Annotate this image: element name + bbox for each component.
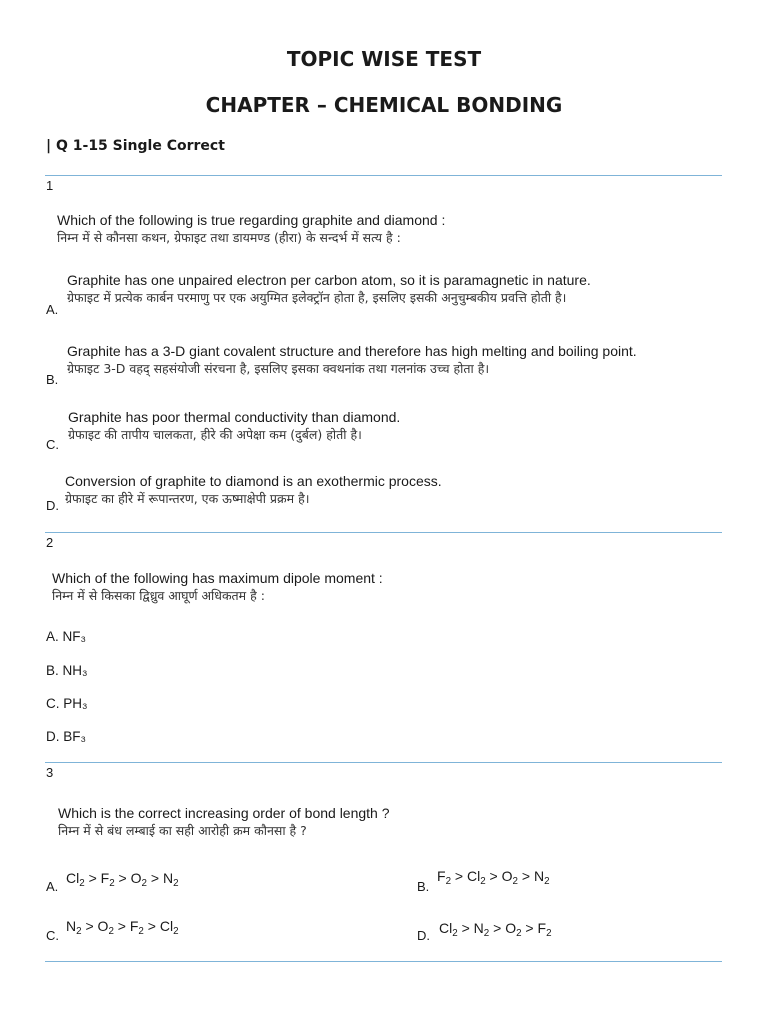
option-c[interactable] (68, 408, 400, 444)
option-d[interactable] (65, 472, 442, 508)
formula-subscript: 2 (76, 926, 82, 937)
formula-subscript: 2 (138, 926, 144, 937)
formula-term: $O_2$ (501, 868, 518, 887)
greater-than-sign: > (113, 918, 130, 934)
option-hindi: ग्रेफाइट का हीरे में रूपान्तरण, एक ऊष्माक्षेपी प्रक्रम है। (65, 491, 310, 506)
question-stem (58, 804, 390, 840)
option-letter: A. (46, 302, 59, 317)
formula-subscript: 2 (173, 878, 179, 889)
divider (45, 762, 722, 763)
option-hindi: ग्रेफाइट 3-D वहद् सहसंयोजी संरचना है, इसलिए इसका क्वथनांक तथा गलनांक उच्च होता है। (67, 361, 490, 376)
formula-subscript: 2 (108, 926, 114, 937)
greater-than-sign: > (143, 918, 160, 934)
option-letter: B. (417, 879, 430, 894)
greater-than-sign: > (146, 870, 163, 886)
option-hindi: ग्रेफाइट में प्रत्येक कार्बन परमाणु पर एक अयुग्मित इलेक्ट्रॉन होता है, इसलिए इसकी अनुचुम्बकीय प्रवत्ति होती है। (67, 290, 567, 305)
option-b[interactable] (437, 867, 550, 891)
formula-subscript: 2 (546, 928, 552, 939)
stem-hindi: निम्न में से किसका द्विध्रुव आघूर्ण अधिकतम है : (52, 588, 265, 603)
option-d[interactable]: D. BF₃ (46, 729, 86, 744)
option-a[interactable]: A. NF₃ (46, 629, 86, 644)
formula-term: $N_2$ (533, 868, 550, 887)
formula-term: $F_2$ (537, 920, 552, 939)
question-number: 1 (46, 178, 54, 193)
divider (45, 961, 722, 962)
stem-english: Which is the correct increasing order of bond length ? (58, 805, 390, 821)
greater-than-sign: > (451, 868, 467, 884)
question-stem (52, 569, 383, 605)
option-english: Graphite has one unpaired electron per carbon atom, so it is paramagnetic in nature. (67, 272, 591, 288)
chapter-title: CHAPTER – CHEMICAL BONDING (205, 93, 563, 117)
option-english: Graphite has a 3-D giant covalent structure and therefore has high melting and boiling point. (67, 343, 637, 359)
formula-term: $N_2$ (66, 918, 82, 937)
option-letter: A. (46, 879, 59, 894)
greater-than-sign: > (81, 918, 98, 934)
formula-subscript: 2 (452, 928, 458, 939)
formula-term: $O_2$ (505, 920, 522, 939)
stem-english: Which of the following is true regarding graphite and diamond : (57, 212, 446, 228)
greater-than-sign: > (517, 868, 534, 884)
option-b[interactable]: B. NH₃ (46, 663, 88, 678)
formula-term: $N_2$ (473, 920, 490, 939)
option-a[interactable] (66, 869, 179, 893)
formula-subscript: 2 (445, 876, 452, 887)
test-title: TOPIC WISE TEST (286, 47, 482, 71)
formula-term: $N_2$ (162, 870, 179, 889)
formula-term: $O_2$ (130, 870, 147, 889)
formula-subscript: 2 (141, 878, 147, 889)
section-label: | Q 1-15 Single Correct (46, 138, 225, 154)
divider (45, 532, 722, 533)
formula-subscript: 2 (79, 878, 85, 889)
option-letter: D. (46, 498, 59, 513)
option-letter: C. (46, 928, 59, 943)
formula-subscript: 2 (173, 926, 179, 937)
divider (45, 175, 722, 176)
question-number: 3 (46, 765, 54, 780)
stem-english: Which of the following has maximum dipole moment : (52, 570, 383, 586)
option-english: Conversion of graphite to diamond is an exothermic process. (65, 473, 442, 489)
formula-term: $Cl_2$ (66, 870, 85, 889)
option-hindi: ग्रेफाइट की तापीय चालकता, हीरे की अपेक्षा कम (दुर्बल) होती है। (68, 427, 362, 442)
option-d[interactable] (439, 919, 552, 943)
greater-than-sign: > (489, 920, 506, 936)
stem-hindi: निम्न में से कौनसा कथन, ग्रेफाइट तथा डायमण्ड (हीरा) के सन्दर्भ में सत्य है : (57, 230, 401, 245)
option-c[interactable]: C. PH₃ (46, 696, 88, 711)
question-stem (57, 211, 445, 247)
greater-than-sign: > (485, 868, 502, 884)
option-letter: D. (417, 928, 430, 943)
greater-than-sign: > (114, 870, 131, 886)
option-letter: B. (46, 372, 59, 387)
option-letter: C. (46, 437, 59, 452)
option-c[interactable] (66, 917, 179, 941)
option-b[interactable] (67, 342, 637, 378)
option-a[interactable] (67, 271, 591, 307)
greater-than-sign: > (457, 920, 474, 936)
option-english: Graphite has poor thermal conductivity than diamond. (68, 409, 401, 425)
formula-term: $F_2$ (100, 870, 115, 889)
formula-subscript: 2 (480, 876, 486, 887)
formula-term: $Cl_2$ (439, 920, 458, 939)
formula-term: $Cl_2$ (466, 868, 486, 887)
question-number: 2 (46, 535, 54, 550)
formula-term: $F_2$ (129, 918, 144, 937)
formula-subscript: 2 (483, 928, 490, 939)
formula-subscript: 2 (109, 878, 115, 889)
formula-term: $F_2$ (437, 868, 452, 887)
formula-subscript: 2 (516, 928, 522, 939)
greater-than-sign: > (84, 870, 101, 886)
formula-term: $O_2$ (97, 918, 114, 937)
formula-subscript: 2 (544, 876, 550, 887)
stem-hindi: निम्न में से बंध लम्बाई का सही आरोही क्रम कौनसा है ? (58, 823, 307, 838)
formula-subscript: 2 (512, 876, 518, 887)
greater-than-sign: > (521, 920, 538, 936)
formula-term: $Cl_2$ (159, 918, 179, 937)
